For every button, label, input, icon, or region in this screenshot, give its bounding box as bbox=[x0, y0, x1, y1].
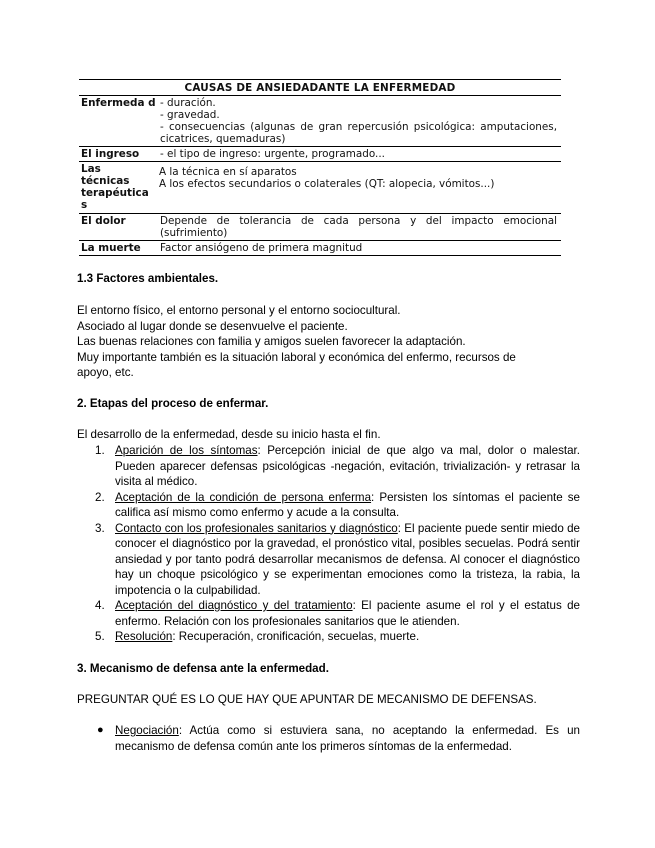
list-term: Contacto con los profesionales sanitarios y diagnóstico bbox=[115, 521, 398, 535]
section-heading: 3. Mecanismo de defensa ante la enfermedad. bbox=[77, 662, 329, 675]
text-line: apoyo, etc. bbox=[77, 366, 134, 379]
list-term: Negociación bbox=[115, 724, 179, 737]
section-note: PREGUNTAR QUÉ ES LO QUE HAY QUE APUNTAR DE MECANISMO DE DEFENSAS. bbox=[77, 693, 537, 706]
table-row bbox=[79, 214, 561, 241]
list-term: Aparición de los síntomas bbox=[115, 444, 258, 457]
text-line: Asociado al lugar donde se desenvuelve el paciente. bbox=[77, 319, 348, 333]
table-row bbox=[79, 162, 561, 214]
row-content bbox=[156, 96, 561, 146]
list-text: : El paciente puede sentir miedo de conocer el diagnóstico por la gravedad, el pronóstico vital, posibles secuelas. Podrá sentir ansiedad y por tanto podrá desarrollar mecanismos de defensa. Al conocer el diagnóstico hay un choque psicológico y se experimentan emociones como la tristeza, la rabia, la impotencia o la culpabilidad. bbox=[115, 521, 580, 597]
row-content bbox=[156, 214, 561, 240]
table-row bbox=[79, 241, 561, 256]
row-line: A la técnica en sí aparatos bbox=[159, 166, 297, 178]
row-line: - duración. bbox=[160, 97, 216, 109]
section-intro: El desarrollo de la enfermedad, desde su inicio hasta el fin. bbox=[77, 428, 381, 441]
list-number: 5. bbox=[95, 630, 105, 643]
list-item bbox=[95, 490, 580, 521]
anxiety-causes-table bbox=[79, 79, 561, 256]
text-line: Las buenas relaciones con familia y amigos suelen favorecer la adaptación. bbox=[77, 335, 466, 348]
numbered-list bbox=[95, 443, 580, 645]
row-content bbox=[156, 241, 561, 255]
row-label: La muerte bbox=[81, 242, 141, 254]
list-item bbox=[95, 598, 580, 629]
list-item bbox=[95, 443, 580, 490]
list-term: Aceptación del diagnóstico y del tratamiento bbox=[115, 599, 353, 612]
list-item bbox=[95, 521, 580, 599]
row-line: A los efectos secundarios o colaterales (QT: alopecia, vómitos...) bbox=[159, 178, 495, 190]
list-text: : Persisten los síntomas el paciente se califica así mismo como enfermo y acude a la consulta. bbox=[115, 490, 580, 519]
row-line: Depende de tolerancia de cada persona y del impacto emocional (sufrimiento) bbox=[160, 215, 557, 239]
row-line: - el tipo de ingreso: urgente, programado... bbox=[160, 148, 385, 160]
list-item bbox=[95, 723, 580, 754]
row-line: - gravedad. bbox=[160, 109, 220, 121]
table-row bbox=[79, 96, 561, 147]
row-label: Enfermeda d bbox=[81, 97, 156, 109]
list-text: : Recuperación, cronificación, secuelas, muerte. bbox=[172, 630, 420, 643]
section-heading: 1.3 Factores ambientales. bbox=[77, 272, 219, 285]
text-line: Muy importante también es la situación laboral y económica del enfermo, recursos de bbox=[77, 350, 516, 364]
list-term: Resolución bbox=[115, 630, 173, 643]
table-row bbox=[79, 147, 561, 162]
list-number: 1. bbox=[95, 444, 105, 457]
list-text: : Actúa como si estuviera sana, no aceptando la enfermedad. Es un mecanismo de defensa común ante los primeros síntomas de la enfermedad. bbox=[115, 724, 580, 753]
text-line: El entorno físico, el entorno personal y el entorno sociocultural. bbox=[77, 304, 401, 317]
row-content bbox=[151, 162, 561, 213]
list-number: 3. bbox=[95, 521, 105, 535]
list-text: : Percepción inicial de que algo va mal, dolor o malestar. Pueden aparecer defensas psicológicas -negación, evitación, trivialización- y retrasar la visita al médico. bbox=[115, 444, 580, 488]
row-line: - consecuencias (algunas de gran repercusión psicológica: amputaciones, cicatrices, quemaduras) bbox=[160, 121, 557, 145]
row-content bbox=[156, 147, 561, 161]
table-title: CAUSAS DE ANSIEDADANTE LA ENFERMEDAD bbox=[79, 79, 561, 96]
list-number: 4. bbox=[95, 599, 105, 612]
list-number: 2. bbox=[95, 490, 105, 504]
row-label: Las técnicas terapéutica s bbox=[81, 163, 149, 211]
row-line: Factor ansiógeno de primera magnitud bbox=[160, 242, 363, 254]
row-label: El ingreso bbox=[81, 148, 140, 160]
bullet-icon: ● bbox=[97, 724, 104, 736]
section-paragraph bbox=[77, 303, 579, 381]
bullet-list bbox=[95, 723, 580, 754]
row-label: El dolor bbox=[81, 215, 126, 227]
list-term: Aceptación de la condición de persona enferma bbox=[115, 490, 372, 504]
list-text: : El paciente asume el rol y el estatus de enfermo. Relación con los profesionales sanitarios que le atienden. bbox=[115, 599, 581, 628]
section-heading: 2. Etapas del proceso de enfermar. bbox=[77, 397, 269, 410]
list-item bbox=[95, 629, 580, 645]
